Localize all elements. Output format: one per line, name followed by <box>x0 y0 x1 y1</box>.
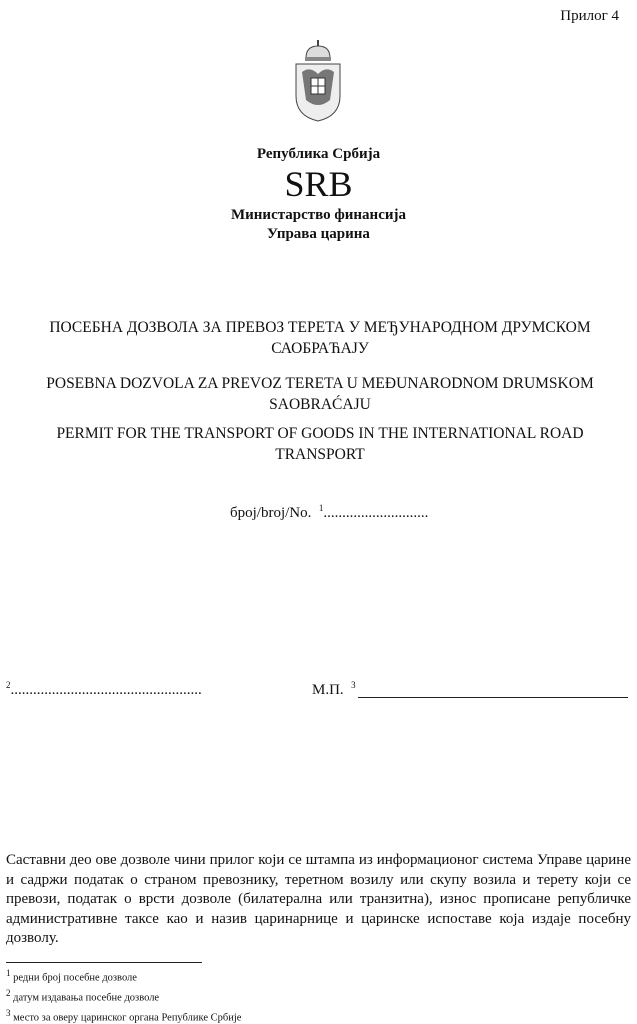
footnotes <box>6 966 241 1024</box>
ministry-name: Министарство финансија <box>230 207 406 223</box>
body-paragraph: Саставни део ове дозволе чини прилог који се штампа из информационог система Управе царине и садржи податак о страном превознику, теретном возилу или скупу возила и терету који се превози, податак о врсти дозволе (билатерална или транзитна), износ прописане републичке административне таксе као и назив царинарнице и царинске испоставе која издаје посебну дозволу. <box>6 852 631 946</box>
country-name: Република Србија <box>256 146 381 162</box>
stamp-line <box>358 697 628 698</box>
footnote-2: $^2$ датум издавања посебне дозволе <box>6 988 160 1004</box>
stamp-field: М.П. $^3$ <box>312 680 356 698</box>
administration-name: Управа царина <box>267 226 370 242</box>
footnote-1: $^1$ редни број посебне дозволе <box>6 968 137 984</box>
title-latin: POSEBNA DOZVOLA ZA PREVOZ TERETA U MEĐUNARODNOM DRUMSKOM SAOBRAĆAJU <box>46 375 594 413</box>
footnote-3: $^3$ место за оверу царинског органа Републике Србије <box>6 1008 242 1024</box>
coat-of-arms-icon <box>292 40 344 122</box>
issue-date-field: $^2$................................................... <box>6 680 202 698</box>
permit-number-field: број/broj/No. $^1$............................ <box>230 503 429 521</box>
title-english: PERMIT FOR THE TRANSPORT OF GOODS IN THE INTERNATIONAL ROAD TRANSPORT <box>56 425 584 463</box>
title-cyrillic: ПОСЕБНА ДОЗВОЛА ЗА ПРЕВОЗ ТЕРЕТА У МЕЂУНАРОДНОМ ДРУМСКОМ САОБРАЋАЈУ <box>49 319 591 357</box>
footnote-divider <box>6 962 202 963</box>
annex-label: Прилог 4 <box>560 8 619 24</box>
country-code: SRB <box>284 164 353 204</box>
